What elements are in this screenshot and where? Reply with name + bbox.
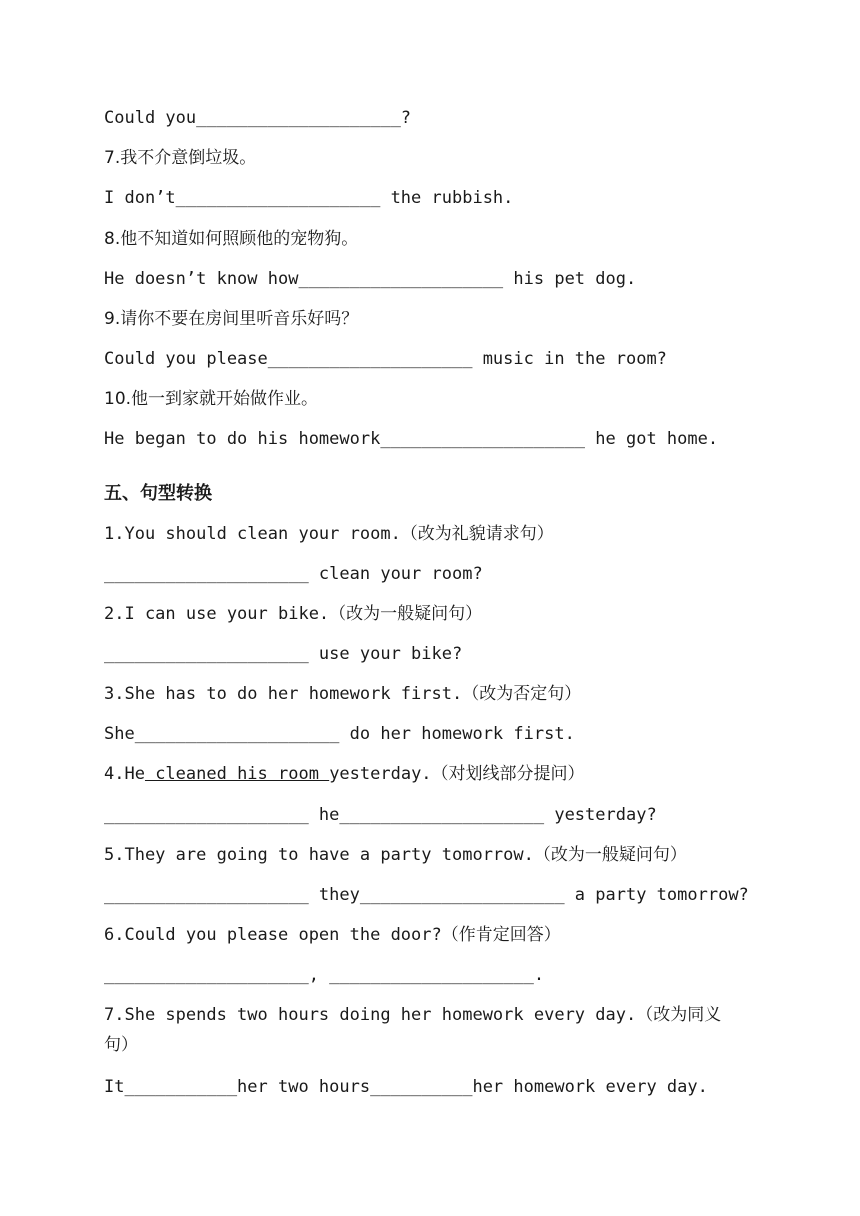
question-1: 1.You should clean your room.（改为礼貌请求句） [104,524,554,544]
answer-7: It___________her two hours__________her homework every day. [104,1077,708,1097]
part4-answer-8: He doesn’t know how____________________ his pet dog. [104,269,637,289]
answer-2: ____________________ use your bike? [104,644,463,664]
section-heading: 五、句型转换 [104,483,212,504]
part4-answer-6: Could you____________________? [104,108,412,128]
part4-question-9: 9.请你不要在房间里听音乐好吗？ [104,309,359,329]
answer-4: ____________________ he____________________ yesterday? [104,805,657,825]
part4-question-8: 8.他不知道如何照顾他的宠物狗。 [104,229,359,249]
question-4-prefix: 4.He [104,764,145,784]
question-4-suffix: yesterday.（对划线部分提问） [329,764,585,784]
part4-answer-10: He began to do his homework____________________ he got home. [104,429,719,449]
question-7-line-1: 7.She spends two hours doing her homework every day.（改为同义 [104,1005,722,1025]
part4-answer-7: I don’t____________________ the rubbish. [104,188,514,208]
underlined-phrase: cleaned his room [144,764,330,784]
answer-1: ____________________ clean your room? [104,564,483,584]
question-2: 2.I can use your bike.（改为一般疑问句） [104,604,483,624]
question-3: 3.She has to do her homework first.（改为否定句） [104,684,582,704]
answer-5: ____________________ they____________________ a party tomorrow? [104,885,749,905]
question-4 [104,762,585,786]
part4-question-10: 10.他一到家就开始做作业。 [104,389,319,409]
answer-6: ____________________, ____________________. [104,965,545,985]
question-6: 6.Could you please open the door?（作肯定回答） [104,925,561,945]
part4-question-7: 7.我不介意倒垃圾。 [104,148,257,168]
question-5: 5.They are going to have a party tomorrow.（改为一般疑问句） [104,845,687,865]
question-7-line-2: 句） [104,1035,138,1055]
answer-3: She____________________ do her homework first. [104,724,575,744]
part4-answer-9: Could you please____________________ music in the room? [104,349,667,369]
